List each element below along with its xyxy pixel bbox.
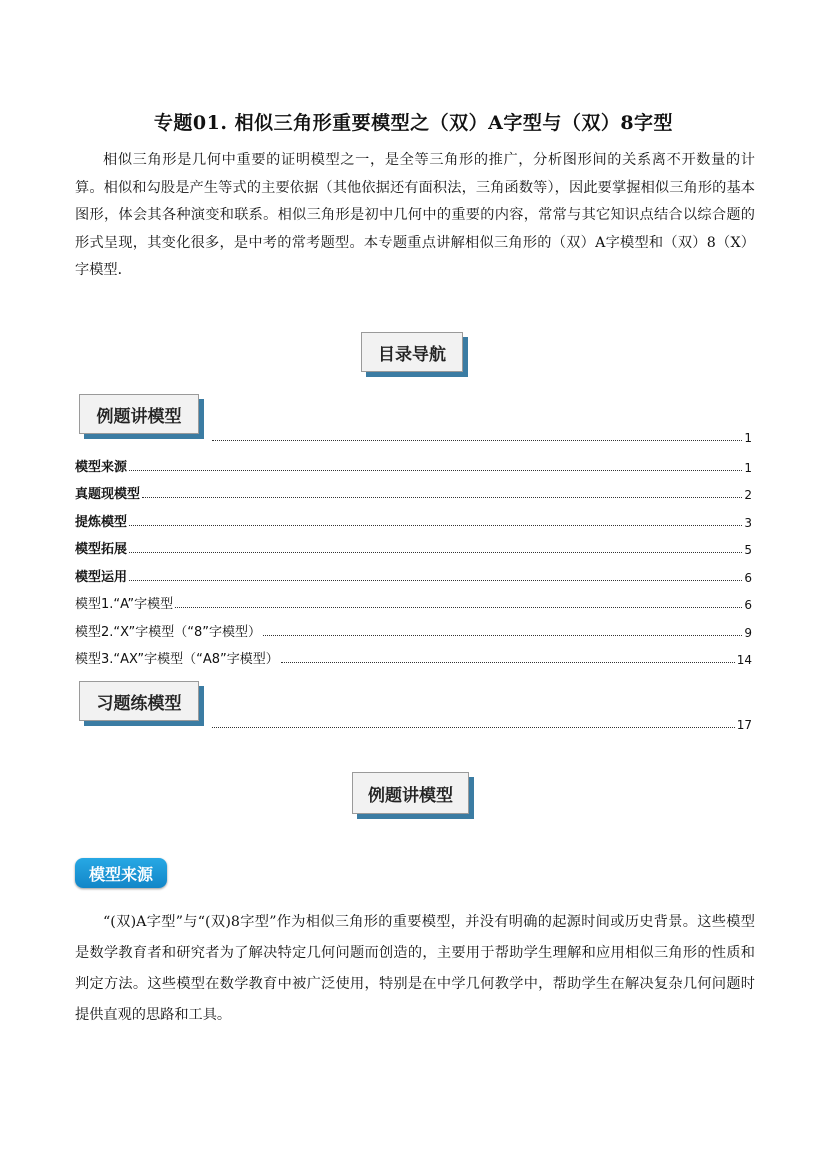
toc-leader [129, 469, 742, 471]
toc-entry-section2[interactable] [210, 718, 752, 732]
toc-entry[interactable] [75, 566, 752, 585]
toc-label: 提炼模型 [75, 515, 128, 530]
toc-label: 真题现模型 [75, 487, 141, 502]
toc-label: 模型2.“X”字模型（“8”字模型） [75, 625, 261, 640]
toc-page: 6 [744, 571, 752, 585]
toc-page: 9 [744, 626, 752, 640]
toc-entry-section1[interactable] [210, 431, 752, 445]
toc-leader [212, 726, 735, 728]
toc-leader [281, 661, 735, 663]
toc-leader [212, 439, 742, 441]
toc-leader [129, 524, 742, 526]
toc-heading-box: 目录导航 [361, 332, 463, 372]
toc-leader [129, 579, 742, 581]
toc-label: 模型拓展 [75, 542, 128, 557]
toc-page: 5 [744, 543, 752, 557]
toc-label: 模型来源 [75, 460, 128, 475]
model-origin-paragraph: “(双)A字型”与“(双)8字型”作为相似三角形的重要模型，并没有明确的起源时间或历史背景。这些模型是数学教育者和研究者为了解决特定几何问题而创造的，主要用于帮助学生理解和应用相似三角形的性质和判定方法。这些模型在数学教育中被广泛使用，特别是在中学几何教学中，帮助学生在解决复杂几何问题时提供直观的思路和工具。 [75, 914, 755, 1023]
toc-section-examples[interactable]: 例题讲模型 [79, 394, 199, 434]
toc-leader [142, 496, 742, 498]
toc-entry[interactable] [75, 648, 752, 667]
toc-page: 6 [744, 598, 752, 612]
toc-entry[interactable] [75, 511, 752, 530]
toc-entry[interactable] [75, 483, 752, 502]
toc-leader [129, 551, 742, 553]
toc-label: 模型1.“A”字模型 [75, 597, 174, 612]
intro-paragraph: 相似三角形是几何中重要的证明模型之一，是全等三角形的推广，分析图形间的关系离不开数量的计算。相似和勾股是产生等式的主要依据（其他依据还有面积法，三角函数等），因此要掌握相似三角形的基本图形，体会其各种演变和联系。相似三角形是初中几何中的重要的内容，常常与其它知识点结合以综合题的形式呈现，其变化很多，是中考的常考题型。本专题重点讲解相似三角形的（双）A字模型和（双）8（X）字模型． [75, 152, 755, 279]
toc-page: 1 [744, 431, 752, 445]
section-heading-examples: 例题讲模型 [352, 772, 469, 814]
section-badge-model-origin: 模型来源 [75, 858, 167, 888]
toc-label: 模型运用 [75, 570, 128, 585]
toc-page: 2 [744, 488, 752, 502]
toc-label: 模型3.“AX”字模型（“A8”字模型） [75, 652, 279, 667]
toc-page: 1 [744, 461, 752, 475]
toc-section-exercises[interactable]: 习题练模型 [79, 681, 199, 721]
page-title: 专题01. 相似三角形重要模型之（双）A字型与（双）8字型 [153, 112, 674, 134]
toc-entry[interactable] [75, 593, 752, 612]
toc-page: 17 [736, 718, 752, 732]
toc-page: 14 [736, 653, 752, 667]
toc-entry[interactable] [75, 456, 752, 475]
toc-entry[interactable] [75, 621, 752, 640]
toc-page: 3 [744, 516, 752, 530]
toc-leader [175, 606, 742, 608]
toc-leader [263, 634, 742, 636]
toc-entry[interactable] [75, 538, 752, 557]
